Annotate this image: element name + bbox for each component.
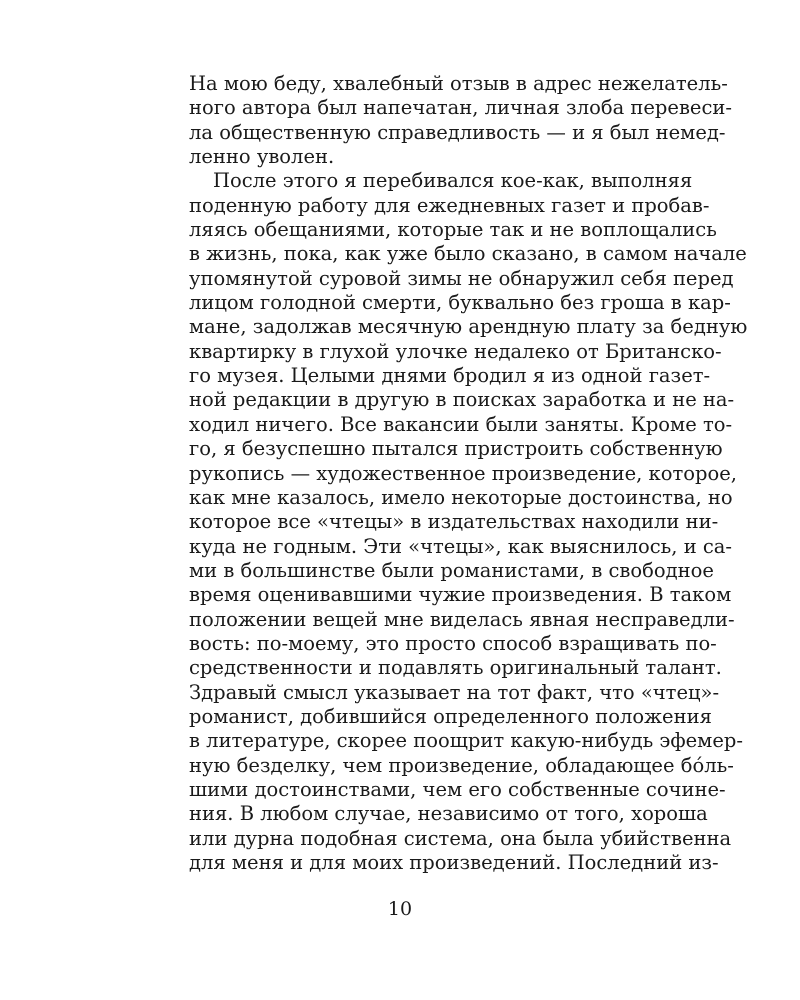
text-line: шими достоинствами, чем его собственные сочине-: [189, 777, 726, 801]
body-text: [189, 72, 748, 875]
text-line: ного автора был напечатан, личная злоба перевеси-: [189, 96, 732, 120]
text-line: положении вещей мне виделась явная несправедли-: [189, 607, 735, 631]
text-line: ходил ничего. Все вакансии были заняты. Кроме то-: [189, 412, 733, 436]
text-line: упомянутой суровой зимы не обнаружил себя перед: [189, 266, 734, 290]
text-line: или дурна подобная система, она была убийственна: [189, 826, 732, 850]
text-line: поденную работу для ежедневных газет и пробав-: [189, 193, 710, 217]
text-line: ла общественную справедливость — и я был немед-: [189, 120, 726, 144]
text-line: ленно уволен.: [189, 145, 335, 169]
text-line: После этого я перебивался кое-как, выполняя: [213, 169, 693, 193]
text-line: вость: по-моему, это просто способ взращивать по-: [189, 631, 717, 655]
text-line: го музея. Целыми днями бродил я из одной газет-: [189, 364, 711, 388]
text-line: ми в большинстве были романистами, в свободное: [189, 558, 714, 582]
text-line: ной редакции в другую в поисках заработка и не на-: [189, 388, 735, 412]
text-line: мане, задолжав месячную арендную плату за бедную: [189, 315, 748, 339]
text-line: го, я безуспешно пытался пристроить собственную: [189, 437, 723, 461]
text-line: романист, добившийся определенного положения: [189, 704, 712, 728]
page-number: 10: [387, 898, 413, 920]
text-line: которое все «чтецы» в издательствах находили ни-: [189, 510, 719, 534]
text-line: время оценивавшими чужие произведения. В таком: [189, 583, 732, 607]
text-line: На мою беду, хвалебный отзыв в адрес нежелатель-: [189, 72, 728, 95]
text-line: для меня и для моих произведений. Последний из-: [189, 851, 719, 874]
text-line: в литературе, скорее поощрит какую-нибудь эфемер-: [189, 729, 743, 753]
text-line: ляясь обещаниями, которые так и не воплощались: [189, 218, 717, 242]
text-line: в жизнь, пока, как уже было сказано, в самом начале: [189, 242, 747, 266]
text-line: как мне казалось, имело некоторые достоинства, но: [189, 485, 733, 509]
text-line: средственности и подавлять оригинальный талант.: [189, 656, 722, 680]
text-line: квартирку в глухой улочке недалеко от Британско-: [189, 339, 722, 363]
text-line: ную безделку, чем произведение, обладающее бо́ль-: [189, 753, 734, 777]
text-line: ния. В любом случае, независимо от того, хороша: [189, 802, 708, 826]
text-line: рукопись — художественное произведение, которое,: [189, 461, 737, 485]
text-line: лицом голодной смерти, буквально без гроша в кар-: [189, 291, 731, 315]
text-line: куда не годным. Эти «чтецы», как выяснилось, и са-: [189, 534, 733, 558]
text-line: Здравый смысл указывает на тот факт, что «чтец»-: [189, 680, 720, 704]
